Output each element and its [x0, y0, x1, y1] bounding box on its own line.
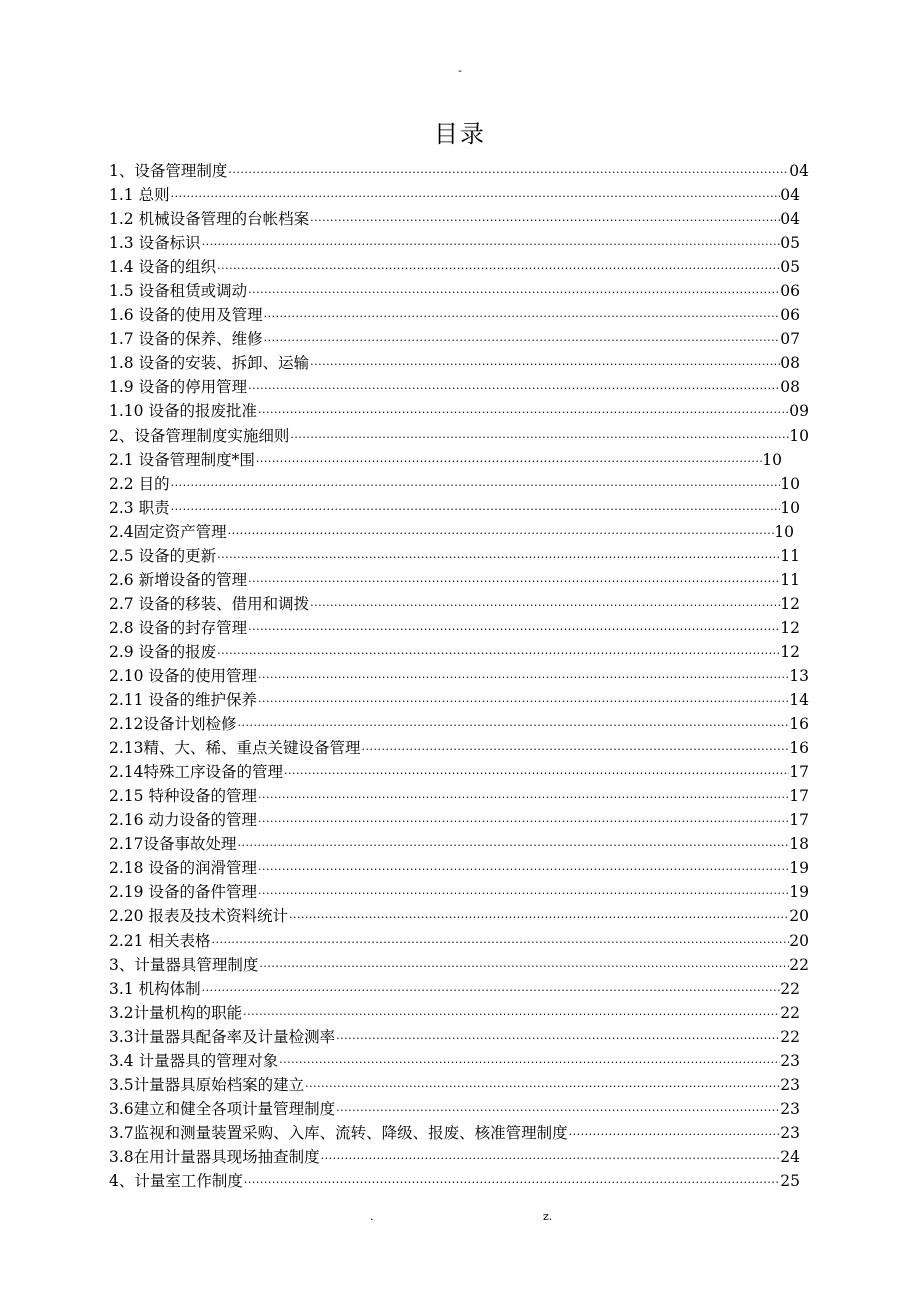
toc-entry-label: 1.9 设备的停用管理 — [109, 378, 248, 397]
toc-entry-page-number: 22 — [780, 1003, 800, 1022]
toc-entry-page-number: 17 — [789, 787, 809, 806]
toc-entry-label: 2.1 设备管理制度*围 — [109, 450, 255, 469]
toc-entry-page-number: 24 — [780, 1147, 800, 1166]
toc-entry[interactable] — [109, 496, 809, 520]
toc-entry-label: 2.18 设备的润滑管理 — [109, 859, 257, 878]
toc-dot-leader — [247, 281, 780, 305]
toc-entry-label: 3.5计量器具原始档案的建立 — [109, 1075, 305, 1094]
toc-entry[interactable] — [109, 1145, 809, 1169]
toc-entry-label: 1.8 设备的安装、拆卸、运输 — [109, 354, 310, 373]
toc-entry-label: 3.4 计量器具的管理对象 — [109, 1051, 279, 1070]
toc-entry-label: 2.5 设备的更新 — [109, 546, 217, 565]
toc-dot-leader — [170, 185, 781, 209]
toc-dot-leader — [227, 522, 775, 546]
toc-entry-label: 3.7监视和测量装置采购、入库、流转、降级、报废、核准管理制度 — [109, 1123, 568, 1142]
toc-entry[interactable] — [109, 1169, 809, 1193]
toc-entry[interactable] — [109, 448, 809, 472]
toc-entry-page-number: 19 — [789, 883, 809, 902]
toc-dot-leader — [242, 1003, 780, 1027]
toc-entry-page-number: 12 — [780, 594, 800, 613]
toc-entry-label: 2.12设备计划检修 — [109, 715, 237, 734]
toc-entry[interactable] — [109, 1049, 809, 1073]
toc-entry[interactable] — [109, 784, 809, 808]
toc-dot-leader — [237, 714, 790, 738]
toc-entry-page-number: 04 — [780, 186, 800, 205]
toc-entry-page-number: 23 — [780, 1051, 800, 1070]
toc-entry-page-number: 08 — [780, 378, 800, 397]
toc-entry[interactable] — [109, 520, 809, 544]
toc-dot-leader — [247, 570, 780, 594]
toc-entry-page-number: 11 — [780, 570, 800, 589]
toc-entry-label: 2.10 设备的使用管理 — [109, 666, 257, 685]
toc-entry-page-number: 25 — [780, 1171, 800, 1190]
toc-entry[interactable] — [109, 1025, 809, 1049]
toc-entry[interactable] — [109, 592, 809, 616]
toc-entry-label: 1.5 设备租赁或调动 — [109, 282, 248, 301]
toc-entry-label: 2.19 设备的备件管理 — [109, 883, 257, 902]
toc-entry-label: 2.20 报表及技术资料统计 — [109, 907, 288, 926]
toc-dot-leader — [257, 666, 789, 690]
toc-entry[interactable] — [109, 472, 809, 496]
toc-entry[interactable] — [109, 424, 809, 448]
toc-entry-label: 2.4固定资产管理 — [109, 522, 227, 541]
toc-entry[interactable] — [109, 640, 809, 664]
toc-entry-label: 3.8在用计量器具现场抽查制度 — [109, 1147, 320, 1166]
toc-entry[interactable] — [109, 183, 809, 207]
toc-entry-page-number: 22 — [780, 979, 800, 998]
toc-entry-page-number: 04 — [780, 210, 800, 229]
toc-entry-label: 1.4 设备的组织 — [109, 258, 217, 277]
toc-dot-leader — [237, 834, 790, 858]
footer-left-mark: . — [370, 1210, 374, 1223]
toc-dot-leader — [247, 377, 780, 401]
toc-entry-label: 1.2 机械设备管理的台帐档案 — [109, 210, 310, 229]
toc-dot-leader — [304, 1075, 780, 1099]
toc-entry-page-number: 22 — [780, 1027, 800, 1046]
toc-entry-page-number: 13 — [789, 666, 809, 685]
toc-dot-leader — [257, 690, 789, 714]
toc-entry-page-number: 08 — [780, 354, 800, 373]
toc-dot-leader — [278, 1051, 780, 1075]
toc-dot-leader — [288, 906, 789, 930]
toc-entry-page-number: 05 — [780, 234, 800, 253]
toc-entry-label: 3.1 机构体制 — [109, 979, 201, 998]
toc-entry[interactable] — [109, 977, 809, 1001]
toc-dot-leader — [170, 474, 781, 498]
toc-entry-page-number: 05 — [780, 258, 800, 277]
toc-dot-leader — [263, 305, 781, 329]
toc-entry-page-number: 10 — [762, 450, 782, 469]
toc-entry-page-number: 22 — [789, 955, 809, 974]
toc-entry[interactable] — [109, 303, 809, 327]
toc-entry[interactable] — [109, 880, 809, 904]
toc-entry-label: 2.8 设备的封存管理 — [109, 618, 248, 637]
toc-entry-label: 2.15 特种设备的管理 — [109, 787, 257, 806]
footer-right-mark: z. — [543, 1210, 553, 1223]
toc-entry-page-number: 12 — [780, 642, 800, 661]
toc-entry[interactable] — [109, 929, 809, 953]
toc-entry[interactable] — [109, 712, 809, 736]
toc-entry[interactable] — [109, 904, 809, 928]
toc-entry-page-number: 07 — [780, 330, 800, 349]
toc-entry[interactable] — [109, 255, 809, 279]
toc-entry-label: 2.11 设备的维护保养 — [109, 691, 257, 710]
toc-entry[interactable] — [109, 351, 809, 375]
toc-entry-label: 2.7 设备的移装、借用和调拨 — [109, 594, 310, 613]
toc-dot-leader — [216, 546, 780, 570]
toc-entry-page-number: 14 — [789, 691, 809, 710]
toc-entry-page-number: 16 — [789, 715, 809, 734]
toc-dot-leader — [257, 882, 789, 906]
toc-dot-leader — [201, 979, 781, 1003]
toc-dot-leader — [568, 1123, 781, 1147]
toc-entry-page-number: 23 — [780, 1123, 800, 1142]
toc-entry-label: 1.3 设备标识 — [109, 234, 201, 253]
toc-entry-label: 2.13精、大、稀、重点关键设备管理 — [109, 739, 361, 758]
toc-dot-leader — [309, 209, 780, 233]
toc-dot-leader — [258, 955, 789, 979]
toc-entry[interactable] — [109, 1097, 809, 1121]
toc-entry-page-number: 16 — [789, 739, 809, 758]
toc-entry[interactable] — [109, 327, 809, 351]
toc-dot-leader — [289, 426, 789, 450]
toc-dot-leader — [216, 257, 780, 281]
toc-dot-leader — [309, 353, 780, 377]
toc-entry-label: 2.6 新增设备的管理 — [109, 570, 248, 589]
toc-entry-label: 2、设备管理制度实施细则 — [109, 426, 290, 445]
toc-dot-leader — [257, 786, 789, 810]
toc-entry-page-number: 23 — [780, 1075, 800, 1094]
toc-entry-page-number: 19 — [789, 859, 809, 878]
toc-entry[interactable] — [109, 616, 809, 640]
toc-entry[interactable] — [109, 736, 809, 760]
toc-entry-label: 2.14特殊工序设备的管理 — [109, 763, 284, 782]
toc-entry[interactable] — [109, 207, 809, 231]
toc-dot-leader — [335, 1027, 780, 1051]
toc-entry[interactable] — [109, 664, 809, 688]
page-header-mark: - — [458, 64, 462, 77]
toc-entry[interactable] — [109, 399, 809, 423]
toc-entry[interactable] — [109, 279, 809, 303]
toc-entry-label: 4、计量室工作制度 — [109, 1171, 243, 1190]
toc-entry[interactable] — [109, 760, 809, 784]
toc-entry-page-number: 17 — [789, 763, 809, 782]
toc-dot-leader — [170, 498, 781, 522]
toc-entry[interactable] — [109, 1001, 809, 1025]
toc-entry-label: 1.1 总则 — [109, 186, 170, 205]
toc-entry-label: 1.6 设备的使用及管理 — [109, 306, 263, 325]
toc-entry-page-number: 20 — [789, 907, 809, 926]
toc-entry-label: 2.2 目的 — [109, 474, 170, 493]
toc-dot-leader — [283, 762, 789, 786]
toc-entry-page-number: 10 — [789, 426, 809, 445]
toc-dot-leader — [255, 450, 762, 474]
toc-entry-label: 2.16 动力设备的管理 — [109, 811, 257, 830]
toc-dot-leader — [309, 594, 780, 618]
toc-entry-page-number: 17 — [789, 811, 809, 830]
toc-entry-label: 1.7 设备的保养、维修 — [109, 330, 263, 349]
toc-dot-leader — [227, 161, 789, 185]
toc-entry-page-number: 23 — [780, 1099, 800, 1118]
toc-entry-label: 2.21 相关表格 — [109, 931, 211, 950]
toc-entry-page-number: 06 — [780, 282, 800, 301]
toc-dot-leader — [210, 931, 789, 955]
toc-entry[interactable] — [109, 1121, 809, 1145]
toc-dot-leader — [361, 738, 790, 762]
toc-entry-page-number: 12 — [780, 618, 800, 637]
table-of-contents — [109, 159, 809, 1193]
toc-entry[interactable] — [109, 808, 809, 832]
toc-entry-label: 1.10 设备的报废批准 — [109, 402, 257, 421]
toc-dot-leader — [320, 1147, 781, 1171]
toc-entry-label: 2.17设备事故处理 — [109, 835, 237, 854]
toc-entry-label: 3.2计量机构的职能 — [109, 1003, 243, 1022]
toc-entry[interactable] — [109, 544, 809, 568]
toc-dot-leader — [201, 233, 781, 257]
page-title: 目录 — [434, 120, 486, 148]
toc-entry[interactable] — [109, 688, 809, 712]
toc-entry[interactable] — [109, 231, 809, 255]
toc-entry-page-number: 18 — [789, 835, 809, 854]
toc-entry[interactable] — [109, 1073, 809, 1097]
toc-entry[interactable] — [109, 159, 809, 183]
toc-entry[interactable] — [109, 832, 809, 856]
toc-entry-page-number: 09 — [789, 402, 809, 421]
toc-entry-page-number: 04 — [789, 162, 809, 180]
toc-dot-leader — [263, 329, 781, 353]
toc-dot-leader — [216, 642, 780, 666]
toc-entry-label: 1、设备管理制度 — [109, 162, 228, 180]
toc-dot-leader — [257, 401, 789, 425]
toc-entry-page-number: 10 — [780, 498, 800, 517]
toc-entry-page-number: 10 — [774, 522, 794, 541]
toc-entry[interactable] — [109, 953, 809, 977]
toc-entry-page-number: 10 — [780, 474, 800, 493]
toc-entry-label: 2.3 职责 — [109, 498, 170, 517]
toc-entry[interactable] — [109, 568, 809, 592]
toc-dot-leader — [243, 1171, 780, 1195]
toc-dot-leader — [257, 810, 789, 834]
toc-dot-leader — [247, 618, 780, 642]
toc-dot-leader — [335, 1099, 780, 1123]
toc-entry-page-number: 20 — [789, 931, 809, 950]
toc-entry[interactable] — [109, 375, 809, 399]
toc-entry-label: 3、计量器具管理制度 — [109, 955, 259, 974]
toc-entry-page-number: 11 — [780, 546, 800, 565]
toc-entry-label: 3.6建立和健全各项计量管理制度 — [109, 1099, 336, 1118]
toc-entry[interactable] — [109, 856, 809, 880]
toc-dot-leader — [257, 858, 789, 882]
toc-entry-label: 2.9 设备的报废 — [109, 642, 217, 661]
toc-entry-label: 3.3计量器具配备率及计量检测率 — [109, 1027, 336, 1046]
toc-entry-page-number: 06 — [780, 306, 800, 325]
